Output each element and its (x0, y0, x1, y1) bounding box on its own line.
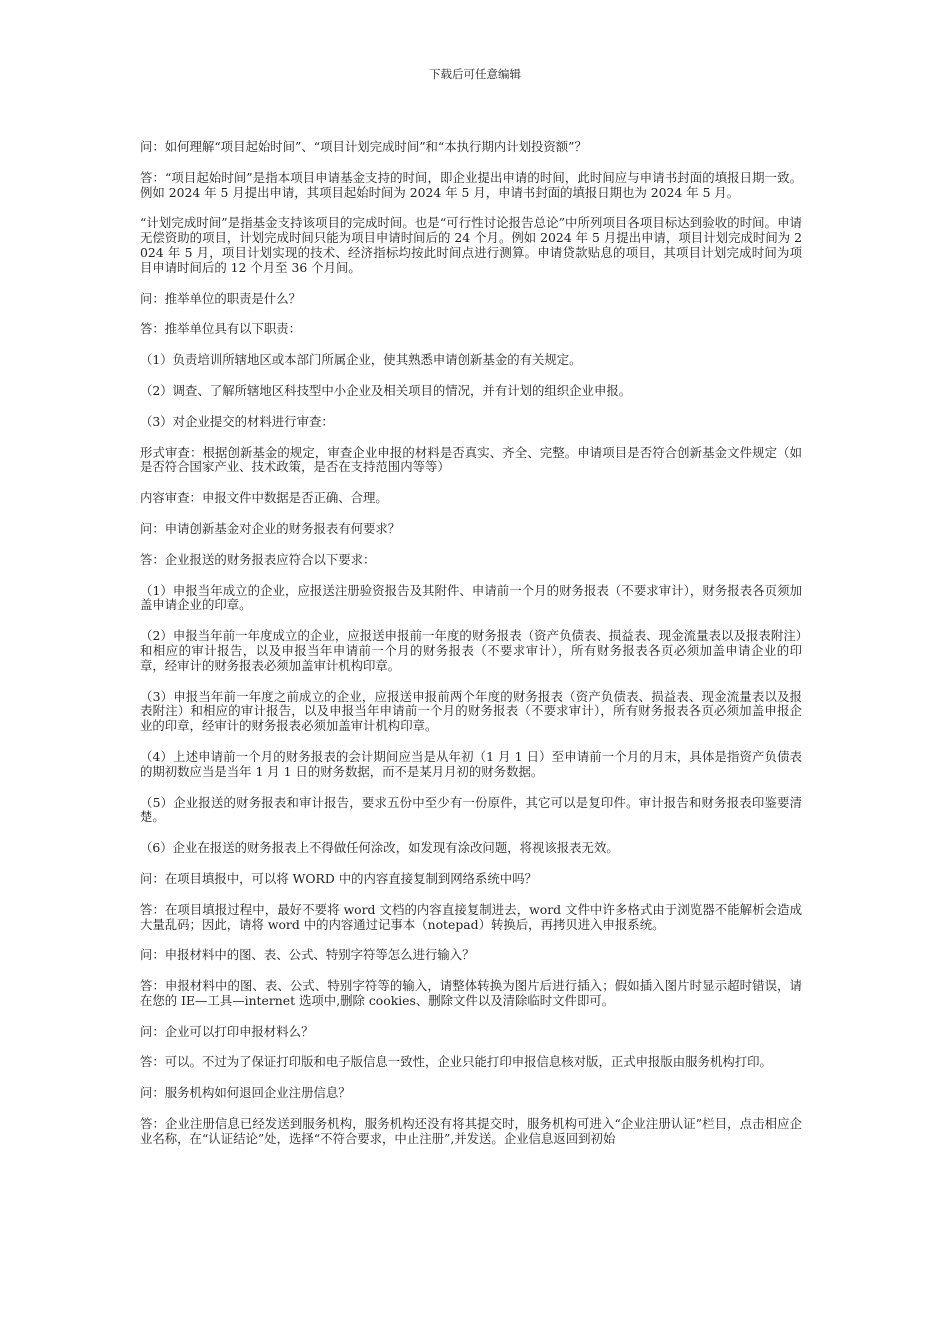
answer-paragraph: 答：推举单位具有以下职责： (140, 321, 302, 337)
list-item: （2）申报当年前一年度成立的企业，应报送申报前一年度的财务报表（资产负债表、损益表、现金流量表以及报表附注）和相应的审计报告，以及申报当年申请前一个月的财务报表（不要求审计），所有财务报表各页必须加盖申请企业的印章，经审计的财务报表必须加盖审计机构印章。 (140, 628, 802, 673)
answer-paragraph: 答：企业注册信息已经发送到服务机构，服务机构还没有将其提交时，服务机构可进入“企业注册认证”栏目，点击相应企业名称，在“认证结论”处，选择“不符合要求，中止注册”,并发送。企业信息返回到初始 (140, 1116, 802, 1146)
page-header: 下载后可任意编辑 (429, 67, 521, 81)
answer-paragraph: 答：可以。不过为了保证打印版和电子版信息一致性，企业只能打印申报信息核对版，正式申报版由服务机构打印。 (140, 1054, 772, 1070)
answer-paragraph: 内容审查：申报文件中数据是否正确、合理。 (140, 490, 388, 506)
question-paragraph: 问：申报材料中的图、表、公式、特别字符等怎么进行输入？ (140, 947, 475, 963)
answer-paragraph: 答：在项目填报过程中，最好不要将 word 文档的内容直接复制进去，word 文件中许多格式由于浏览器不能解析会造成大量乱码；因此，请将 word 中的内容通过记事本（notepad）转换后，再拷贝进入申报系统。 (140, 901, 802, 932)
answer-paragraph: “计划完成时间”是指基金支持该项目的完成时间。也是“可行性讨论报告总论”中所列项目各项目标达到验收的时间。申请无偿资助的项目，计划完成时间只能为项目申请时间后的 24 个月。例如 2024 年 5 月提出申请，项目计划完成时间为 2024 年 5 月，项目计划实现的技术、经济指标均按此时间点进行测算。申请贷款贴息的项目，其项目计划完成时间为项目申请时间后的 12 个月至 36 个月间。 (140, 215, 802, 275)
list-item: （3）申报当年前一年度之前成立的企业，应报送申报前两个年度的财务报表（资产负债表、损益表、现金流量表以及报表附注）和相应的审计报告，以及申报当年申请前一个月的财务报表（不要求审计），所有财务报表各页必须加盖申报企业的印章，经审计的财务报表必须加盖审计机构印章。 (140, 688, 802, 734)
list-item: （5）企业报送的财务报表和审计报告，要求五份中至少有一份原件，其它可以是复印件。审计报告和财务报表印鉴要清楚。 (140, 794, 802, 825)
answer-paragraph: 答：企业报送的财务报表应符合以下要求： (140, 551, 376, 567)
question-paragraph: 问：在项目填报中，可以将 WORD 中的内容直接复制到网络系统中吗？ (140, 870, 537, 886)
question-paragraph: 问：如何理解“项目起始时间”、“项目计划完成时间”和“本执行期内计划投资额”？ (140, 139, 587, 154)
list-item: （2）调查、了解所辖地区科技型中小企业及相关项目的情况，并有计划的组织企业申报。 (140, 382, 632, 398)
answer-paragraph: 答：“项目起始时间”是指本项目申请基金支持的时间，即企业提出申请的时间，此时间应与申请书封面的填报日期一致。例如 2024 年 5 月提出申请，其项目起始时间为 2024 年 5 月，申请书封面的填报日期也为 2024 年 5 月。 (140, 169, 802, 200)
list-item: （1）申报当年成立的企业，应报送注册验资报告及其附件、申请前一个月的财务报表（不要求审计），财务报表各页须加盖申请企业的印章。 (140, 582, 802, 613)
list-item: （1）负责培训所辖地区或本部门所属企业，使其熟悉申请创新基金的有关规定。 (140, 352, 582, 368)
list-item: （6）企业在报送的财务报表上不得做任何涂改，如发现有涂改问题，将视该报表无效。 (140, 840, 619, 856)
answer-paragraph: 答：申报材料中的图、表、公式、特别字符等的输入，请整体转换为图片后进行插入；假如插入图片时显示超时错误，请在您的 IE—工具—internet 选项中,删除 cookies、删除文件以及清除临时文件即可。 (140, 978, 802, 1008)
answer-paragraph: 形式审查：根据创新基金的规定，审查企业申报的材料是否真实、齐全、完整。申请项目是否符合创新基金文件规定（如是否符合国家产业、技术政策，是否在支持范围内等等） (140, 444, 802, 475)
question-paragraph: 问：企业可以打印申报材料么？ (140, 1023, 314, 1039)
question-paragraph: 问：申请创新基金对企业的财务报表有何要求？ (140, 520, 401, 536)
question-paragraph: 问：推举单位的职责是什么？ (140, 290, 302, 306)
document-body (140, 140, 802, 1147)
list-item: （4）上述申请前一个月的财务报表的会计期间应当是从年初（1 月 1 日）至申请前一个月的月末，具体是指资产负债表的期初数应当是当年 1 月 1 日的财务数据，而不是某月月初的财务数据。 (140, 748, 802, 779)
list-item: （3）对企业提交的材料进行审查： (140, 413, 334, 429)
question-paragraph: 问：服务机构如何退回企业注册信息？ (140, 1085, 351, 1101)
